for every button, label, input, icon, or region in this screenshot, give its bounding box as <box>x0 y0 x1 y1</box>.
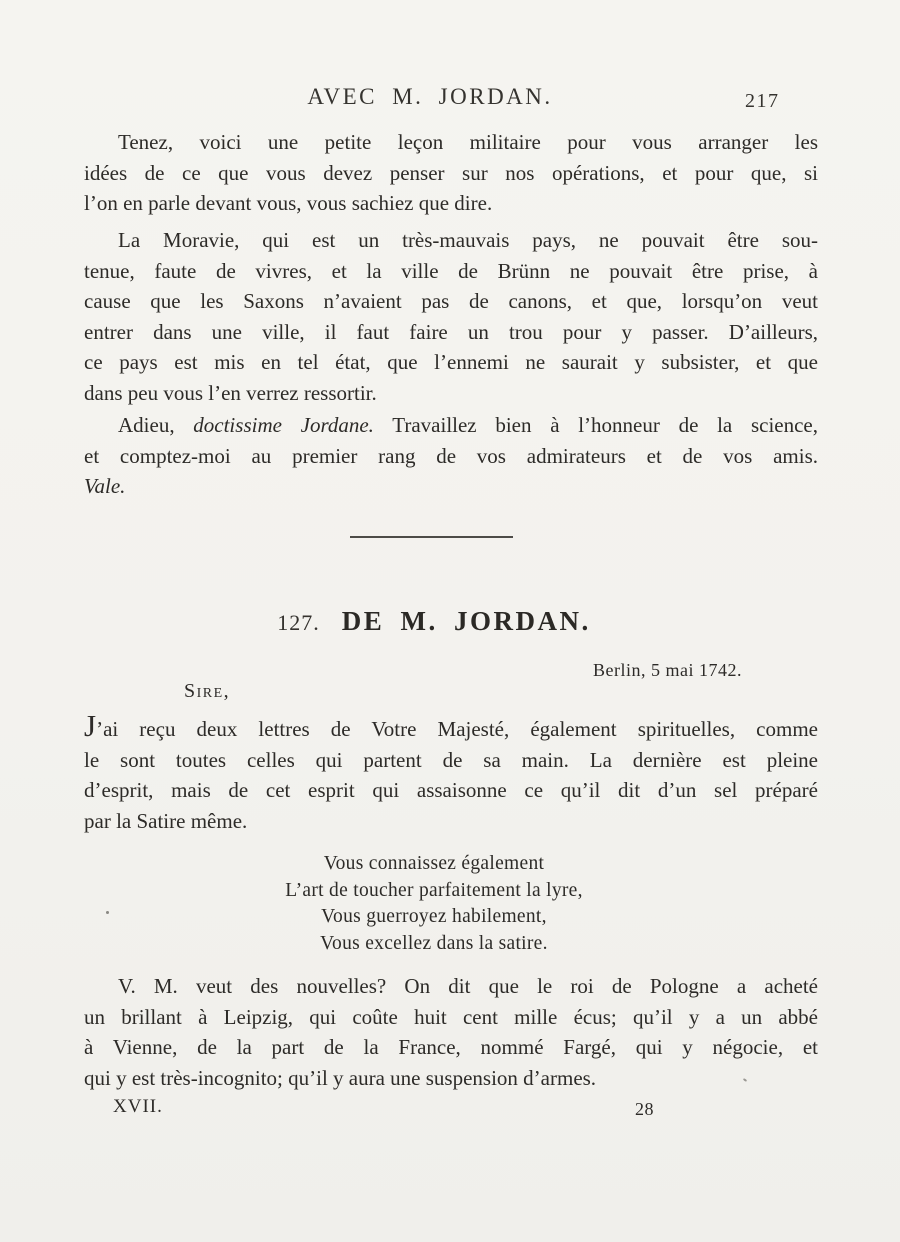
text-line: à Vienne, de la part de la France, nommé Fargé, qui y négocie, et <box>84 1035 818 1059</box>
text-line: entrer dans une ville, il faut faire un trou pour y passer. D’ailleurs, <box>84 319 818 344</box>
text-line: d’esprit, mais de cet esprit qui assaisonne ce qu’il dit d’un sel préparé <box>84 778 818 802</box>
text-line: idées de ce que vous devez penser sur nos opérations, et pour que, si <box>84 160 818 185</box>
verse-quatrain <box>84 851 784 957</box>
text-line: dans peu vous l’en verrez ressortir. <box>84 380 377 405</box>
text-line: tenue, faute de vivres, et la ville de Brünn ne pouvait être prise, à <box>84 258 818 283</box>
letter-title: DE M. JORDAN. <box>341 606 591 636</box>
text-line: l’on en parle devant vous, vous sachiez que dire. <box>84 191 493 215</box>
volume-numeral: XVII. <box>113 1096 163 1117</box>
text-line: le sont toutes celles qui partent de sa main. La dernière est pleine <box>84 747 818 772</box>
text-segment: Adieu, <box>118 413 194 437</box>
paragraph-lesson <box>84 127 818 219</box>
dateline: Berlin, 5 mai 1742. <box>593 660 742 680</box>
verse-line: L’art de toucher parfaitement la lyre, <box>285 879 583 901</box>
text-line: Tenez, voici une petite leçon militaire pour vous arranger les <box>118 130 818 154</box>
letter-heading <box>84 606 784 637</box>
text-line-vale: Vale. <box>84 474 126 498</box>
verse-line: Vous excellez dans la satire. <box>320 932 548 954</box>
paragraph-moravie <box>84 225 818 408</box>
text-line <box>84 410 818 441</box>
signature-mark: 28 <box>635 1099 654 1119</box>
paragraph-opening <box>84 710 818 836</box>
text-line <box>84 710 818 745</box>
text-line: V. M. veut des nouvelles? On dit que le roi de Pologne a acheté <box>118 974 818 998</box>
salutation: Sire, <box>184 680 231 702</box>
section-divider <box>350 536 513 538</box>
text-segment-italic: doctissime Jordane. <box>193 413 374 437</box>
text-segment: Travaillez bien à l’honneur de la science, <box>373 413 818 437</box>
drop-initial: J <box>84 708 97 743</box>
text-line: ce pays est mis en tel état, que l’ennemi ne saurait y subsister, et que <box>84 350 818 374</box>
scan-speck <box>106 911 109 914</box>
text-line: cause que les Saxons n’avaient pas de canons, et que, lorsqu’on veut <box>84 289 818 313</box>
verse-line: Vous guerroyez habilement, <box>321 906 547 927</box>
text-segment: ’ai reçu deux lettres de Votre Majesté, également spirituelles, comme <box>96 717 818 741</box>
running-title: AVEC M. JORDAN. <box>307 84 553 109</box>
text-line: par la Satire même. <box>84 808 248 833</box>
paragraph-farewell <box>84 410 818 502</box>
paragraph-news <box>84 971 818 1093</box>
letter-number: 127. <box>277 610 320 635</box>
verse-line: Vous connaissez également <box>323 853 545 874</box>
page-number: 217 <box>745 90 780 112</box>
text-line: un brillant à Leipzig, qui coûte huit cent mille écus; qu’il y a un abbé <box>84 1004 818 1029</box>
text-line: La Moravie, qui est un très-mauvais pays, ne pouvait être sou- <box>118 228 818 252</box>
text-line: qui y est très-incognito; qu’il y aura une suspension d’armes. <box>84 1065 597 1090</box>
text-line: et comptez-moi au premier rang de vos admirateurs et de vos amis. <box>84 443 818 468</box>
